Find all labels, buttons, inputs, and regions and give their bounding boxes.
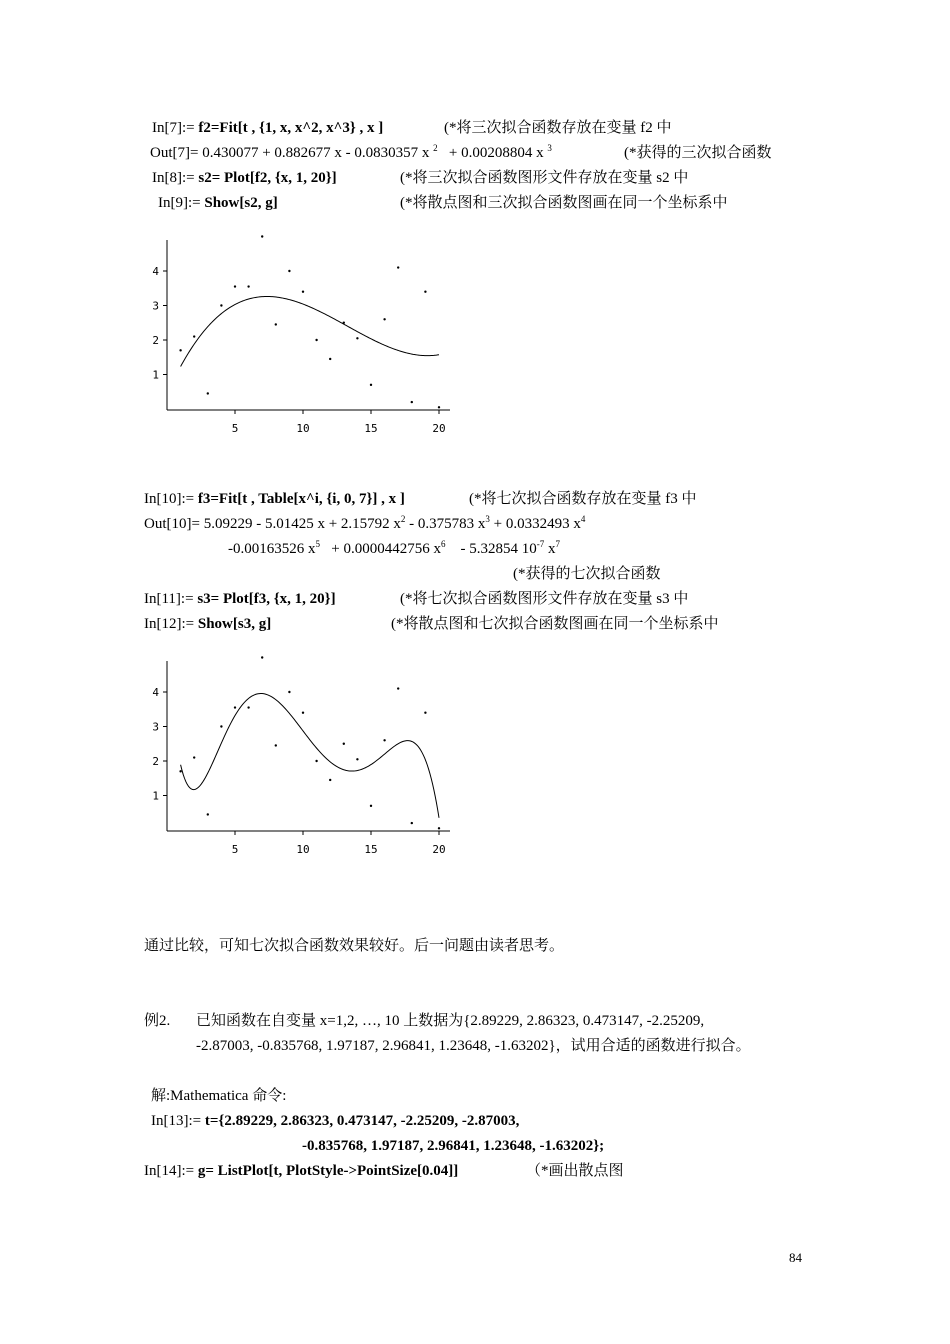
output-text: -0.00163526 x — [228, 541, 316, 557]
data-point — [370, 384, 372, 386]
data-point — [234, 285, 236, 287]
data-point — [193, 756, 195, 758]
code-command: s3= Plot[f3, {x, 1, 20}] — [197, 591, 336, 607]
output-text: + 0.0000442756 x — [331, 541, 441, 557]
data-point — [247, 706, 249, 708]
x-tick-label: 10 — [296, 843, 310, 856]
comment: (*获得的三次拟合函数 — [624, 145, 772, 161]
data-point — [383, 739, 385, 741]
exponent: 6 — [440, 539, 446, 549]
output-line-out7 — [150, 143, 552, 163]
code-prefix: In[13]:= — [151, 1113, 205, 1129]
fit-curve — [181, 296, 439, 366]
y-tick-label: 4 — [152, 686, 159, 699]
y-tick-label: 1 — [152, 368, 159, 382]
code-line-in9 — [158, 193, 278, 213]
data-point — [220, 725, 222, 727]
data-point — [179, 349, 181, 351]
data-point — [411, 401, 413, 403]
code-command: s2= Plot[f2, {x, 1, 20}] — [198, 170, 337, 186]
x-tick-label: 20 — [432, 422, 446, 435]
code-line-in10 — [144, 489, 405, 509]
data-point — [397, 687, 399, 689]
x-tick-label: 15 — [364, 422, 378, 435]
code-line-in8 — [152, 168, 337, 188]
data-point — [288, 691, 290, 693]
code-line-in11 — [144, 589, 336, 609]
data-point — [329, 358, 331, 360]
conclusion-text: 通过比较，可知七次拟合函数效果较好。后一问题由读者思考。 — [144, 938, 565, 954]
comment: (*将散点图和七次拟合函数图画在同一个坐标系中 — [391, 616, 719, 632]
x-tick-label: 20 — [432, 843, 446, 856]
data-point — [370, 805, 372, 807]
code-prefix: In[8]:= — [152, 170, 199, 186]
exponent: 2 — [433, 143, 438, 153]
comment: （*画出散点图 — [526, 1163, 624, 1179]
output-text: Out[10]= 5.09229 - 5.01425 x + 2.15792 x — [144, 516, 401, 532]
y-tick-label: 3 — [152, 720, 159, 734]
exponent: 4 — [580, 514, 586, 524]
code-command: Show[s2, g] — [204, 195, 278, 211]
code-command: Show[s3, g] — [197, 616, 272, 632]
data-point — [275, 744, 277, 746]
code-prefix: In[7]:= — [152, 120, 199, 136]
septic-fit-plot — [150, 651, 460, 863]
code-command: g= ListPlot[t, PlotStyle->PointSize[0.04]] — [197, 1163, 459, 1179]
data-point — [438, 406, 440, 408]
comment: (*将散点图和三次拟合函数图画在同一个坐标系中 — [400, 195, 728, 211]
data-point — [424, 712, 426, 714]
data-point — [193, 335, 195, 337]
data-point — [234, 706, 236, 708]
data-point — [438, 827, 440, 829]
data-point — [356, 758, 358, 760]
y-tick-label: 4 — [152, 265, 159, 278]
fit-curve — [181, 694, 439, 818]
solution-intro: 解:Mathematica 命令: — [151, 1088, 287, 1104]
code-command: f3=Fit[t , Table[x^i, {i, 0, 7}] , x ] — [197, 491, 405, 507]
data-point — [207, 813, 209, 815]
y-tick-label: 2 — [152, 755, 159, 768]
code-command: t={2.89229, 2.86323, 0.473147, -2.25209, -2.87003, — [204, 1113, 520, 1129]
code-prefix: In[11]:= — [144, 591, 198, 607]
data-point — [356, 337, 358, 339]
exponent: 5 — [315, 539, 320, 549]
code-prefix: In[14]:= — [144, 1163, 198, 1179]
exponent: 3 — [485, 514, 490, 524]
data-point — [315, 760, 317, 762]
data-point — [411, 822, 413, 824]
y-tick-label: 3 — [152, 299, 159, 313]
code-line-in14 — [144, 1161, 458, 1181]
output-text: x — [544, 541, 556, 557]
output-text: + 0.00208804 x — [448, 145, 544, 161]
data-point — [220, 304, 222, 306]
comment: (*获得的七次拟合函数 — [513, 566, 661, 582]
output-text: + 0.0332493 x — [489, 516, 581, 532]
output-line-out10-cont — [228, 539, 560, 559]
code-line-in13 — [151, 1111, 519, 1131]
comment: (*将三次拟合函数图形文件存放在变量 s2 中 — [400, 170, 689, 186]
data-point — [383, 318, 385, 320]
x-tick-label: 10 — [296, 422, 310, 435]
data-point — [207, 392, 209, 394]
y-tick-label: 1 — [152, 789, 159, 803]
data-point — [275, 323, 277, 325]
y-tick-label: 2 — [152, 334, 159, 347]
comment: (*将三次拟合函数存放在变量 f2 中 — [444, 120, 672, 136]
code-line-in13-cont — [302, 1136, 604, 1156]
example-text-line1: 已知函数在自变量 x=1,2, …, 10 上数据为{2.89229, 2.86323, 0.473147, -2.25209, — [196, 1013, 705, 1029]
data-point — [261, 235, 263, 237]
example-label: 例2. — [144, 1013, 171, 1029]
code-prefix: In[12]:= — [144, 616, 198, 632]
cubic-fit-plot — [150, 230, 460, 442]
output-text: - 0.375783 x — [405, 516, 486, 532]
exponent: 7 — [555, 539, 560, 549]
data-point — [288, 270, 290, 272]
data-point — [343, 743, 345, 745]
data-point — [261, 656, 263, 658]
data-point — [424, 291, 426, 293]
example-text-line2: -2.87003, -0.835768, 1.97187, 2.96841, 1.23648, -1.63202}，试用合适的函数进行拟合。 — [196, 1038, 751, 1054]
code-command: -0.835768, 1.97187, 2.96841, 1.23648, -1.63202}; — [302, 1138, 605, 1154]
output-line-out10 — [144, 514, 585, 534]
code-line-in12 — [144, 614, 271, 634]
x-tick-label: 5 — [231, 422, 239, 435]
code-command: f2=Fit[t , {1, x, x^2, x^3} , x ] — [198, 120, 384, 136]
data-point — [302, 291, 304, 293]
code-prefix: In[9]:= — [158, 195, 205, 211]
x-tick-label: 5 — [231, 843, 239, 856]
exponent: 2 — [400, 514, 406, 524]
code-line-in7 — [152, 118, 383, 138]
exponent: -7 — [536, 539, 545, 549]
page-number: 84 — [789, 1250, 802, 1265]
data-point — [179, 770, 181, 772]
code-prefix: In[10]:= — [144, 491, 198, 507]
data-point — [302, 712, 304, 714]
output-text: - 5.32854 10 — [460, 541, 537, 557]
output-text: Out[7]= 0.430077 + 0.882677 x - 0.0830357 x — [150, 145, 430, 161]
data-point — [397, 266, 399, 268]
x-tick-label: 15 — [364, 843, 378, 856]
data-point — [329, 779, 331, 781]
data-point — [247, 285, 249, 287]
comment: (*将七次拟合函数存放在变量 f3 中 — [469, 491, 697, 507]
exponent: 3 — [547, 143, 552, 153]
comment: (*将七次拟合函数图形文件存放在变量 s3 中 — [400, 591, 689, 607]
data-point — [315, 339, 317, 341]
